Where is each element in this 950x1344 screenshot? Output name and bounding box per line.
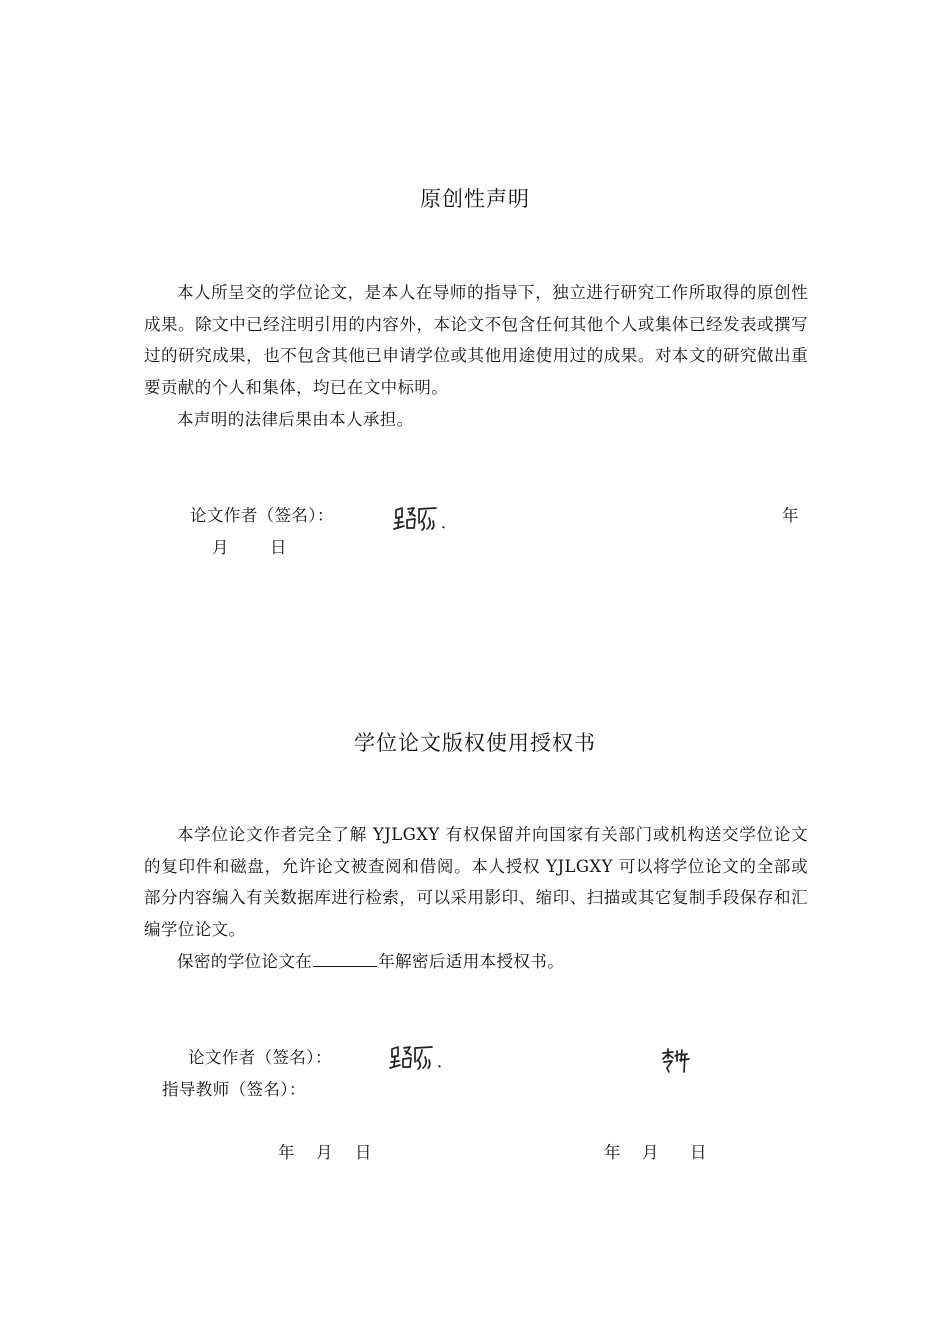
author-date-month: 月	[316, 1143, 333, 1162]
author-signature-label: 论文作者（签名）：	[190, 506, 334, 525]
originality-title: 原创性声明	[420, 187, 530, 211]
authorization-title: 学位论文版权使用授权书	[354, 731, 596, 755]
originality-date-day: 日	[270, 538, 287, 557]
advisor-date-year: 年	[604, 1143, 621, 1162]
originality-date-year: 年	[782, 506, 799, 525]
advisor-date-month: 月	[642, 1143, 659, 1162]
originality-paragraph: 本人所呈交的学位论文，是本人在导师的指导下，独立进行研究工作所取得的原创性成果。除文中已经注明引用的内容外，本论文不包含任何其他个人或集体已经发表或撰写过的研究成果，也不包含其他已申请学位或其他用途使用过的成果。对本文的研究做出重要贡献的个人和集体，均已在文中标明。	[144, 283, 808, 397]
author-date-day: 日	[355, 1143, 372, 1162]
authorization-author-label: 论文作者（签名）：	[188, 1048, 332, 1067]
author-signature	[392, 503, 448, 533]
authorization-paragraph: 本学位论文作者完全了解 YJLGXY 有权保留并向国家有关部门或机构送交学位论文的复印件和磁盘，允许论文被查阅和借阅。本人授权 YJLGXY 可以将学位论文的全部或部分内容编入有关数据库进行检索，可以采用影印、缩印、扫描或其它复制手段保存和汇编学位论文。	[144, 825, 808, 939]
advisor-date-day: 日	[690, 1143, 707, 1162]
author-date-year: 年	[278, 1143, 295, 1162]
years-blank-line	[313, 948, 377, 967]
confidentiality-paragraph	[144, 946, 808, 978]
confidentiality-text-before: 保密的学位论文在	[177, 952, 313, 971]
advisor-signature-label: 指导教师（签名）：	[162, 1080, 306, 1099]
confidentiality-text-after: 年解密后适用本授权书。	[378, 952, 565, 971]
advisor-signature	[660, 1046, 692, 1074]
authorization-author-signature	[388, 1042, 444, 1072]
originality-date-month: 月	[212, 538, 229, 557]
legal-consequence-paragraph: 本声明的法律后果由本人承担。	[177, 410, 414, 429]
